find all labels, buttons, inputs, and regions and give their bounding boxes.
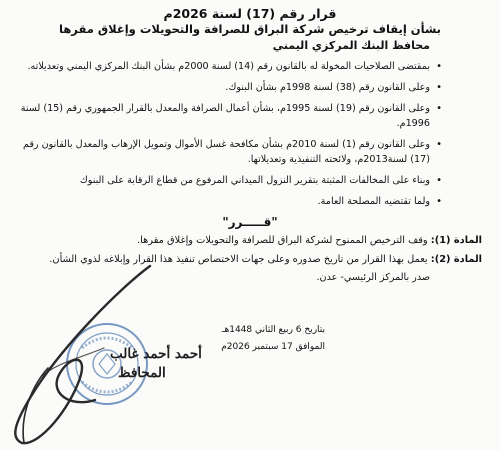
recital-text: وعلى القانون رقم (38) لسنة 1998م بشأن البنوك.	[225, 82, 430, 93]
recital-item	[18, 80, 482, 95]
article-text: وقف الترخيص الممنوح لشركة البراق للصرافة والتحويلات وإغلاق مقرها.	[137, 235, 428, 246]
recital-item	[18, 101, 482, 131]
article-label: المادة (2):	[430, 254, 482, 265]
article-2	[18, 252, 482, 267]
bullet-icon: •	[436, 61, 442, 72]
document-body	[18, 4, 482, 285]
official-seal-icon	[62, 318, 152, 410]
recitals-list	[18, 59, 482, 209]
signatory-name: أحمد أحمد غالب	[110, 346, 202, 362]
bullet-icon: •	[436, 196, 442, 207]
decision-title: قرار رقم (17) لسنة 2026م	[163, 6, 337, 21]
recital-item	[18, 194, 482, 209]
recital-item	[18, 59, 482, 74]
bullet-icon: •	[436, 82, 442, 93]
issued-at: صدر بالمركز الرئيسي- عدن.	[316, 272, 430, 283]
recital-text: وبناء على المخالفات المثبتة بتقرير النزول الميداني المرفوع من قطاع الرقابة على البنوك	[79, 175, 430, 186]
bullet-icon: •	[436, 103, 442, 114]
bullet-icon: •	[436, 175, 442, 186]
recital-item	[18, 137, 482, 167]
article-1	[18, 233, 482, 248]
decision-subject: بشأن إيقاف ترخيص شركة البراق للصرافة والتحويلات وإغلاق مقرها	[59, 22, 441, 36]
article-label: المادة (1):	[430, 235, 482, 246]
date-block	[205, 322, 325, 356]
date-gregorian: الموافق 17 سبتمبر 2026م	[221, 342, 325, 352]
recital-item	[18, 173, 482, 188]
date-hijri: بتاريخ 6 ربيع الثاني 1448هـ	[221, 325, 325, 335]
recital-text: وعلى القانون رقم (1) لسنة 2010م بشأن مكافحة غسل الأموال وتمويل الإرهاب والمعدل بالقانون رقم (17) لسنة2013م، ولائحته التنفيذية وتعديلاتها.	[22, 139, 430, 165]
bullet-icon: •	[436, 139, 442, 150]
recital-text: بمقتضى الصلاحيات المخولة له بالقانون رقم (14) لسنة 2000م بشأن البنك المركزي اليمني وتعديلاته.	[27, 61, 430, 72]
recital-text: وعلى القانون رقم (19) لسنة 1995م، بشأن أعمال الصرافة والمعدل بالقرار الجمهوري رقم (15) لسنة 1996م.	[20, 103, 430, 129]
signatory-title: المحافظ	[118, 365, 166, 381]
issuing-authority: محافظ البنك المركزي اليمني	[272, 39, 430, 52]
decided-heading: "قـــــرر"	[222, 215, 278, 229]
recital-text: ولما تقتضيه المصلحة العامة.	[317, 196, 430, 207]
title-block	[18, 6, 482, 37]
article-text: يعمل بهذا القرار من تاريخ صدوره وعلى جهات الاختصاص تنفيذ هذا القرار وإبلاغه لذوي الشأن.	[49, 254, 428, 265]
